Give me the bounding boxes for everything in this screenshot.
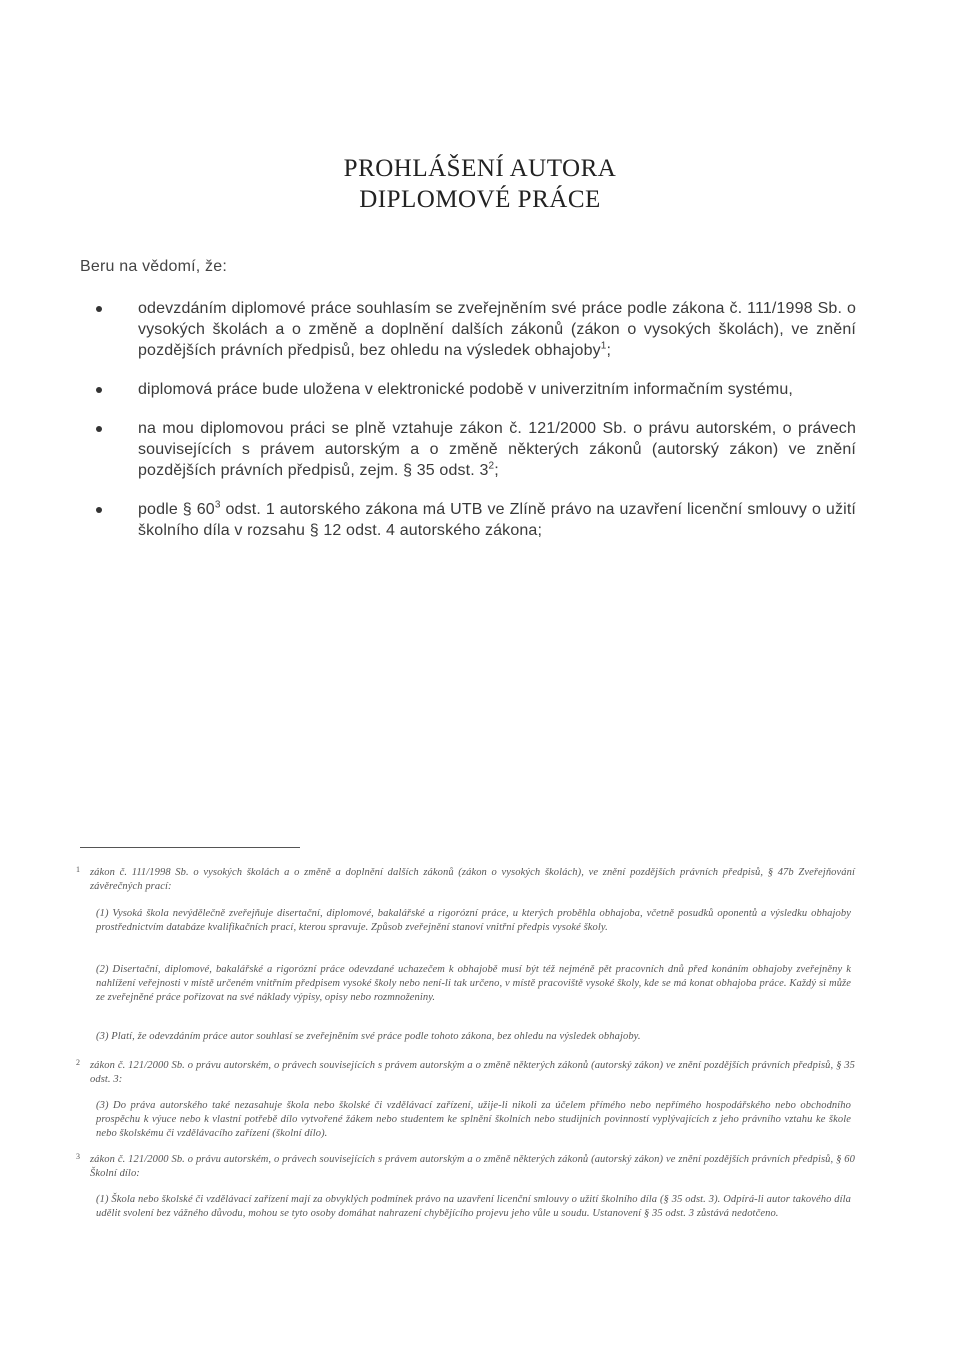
- footnote-ref: 1: [600, 340, 607, 352]
- list-item-text: podle § 60: [138, 501, 215, 518]
- footnote-marker: 3: [76, 1152, 81, 1161]
- list-item: [96, 499, 856, 541]
- footnote-2: [76, 1058, 855, 1087]
- footnote-text: zákon č. 121/2000 Sb. o právu autorském, o právech souvisejících s právem autorským a o změně některých zákonů (autorský zákon) ve znění pozdějších právních předpisů, § 35 odst. 3:: [90, 1060, 855, 1085]
- list-item: [96, 418, 856, 481]
- footnote-1-paragraph-3: (3) Platí, že odevzdáním práce autor souhlasí se zveřejněním své práce podle tohoto zákona, bez ohledu na výsledek obhajoby.: [96, 1031, 641, 1042]
- intro-text: Beru na vědomí, že:: [80, 258, 227, 275]
- footnote-3: [76, 1152, 855, 1181]
- bullet-dot-icon: [96, 507, 102, 513]
- declaration-list: [96, 298, 856, 541]
- footnote-ref: 3: [214, 499, 221, 511]
- footnote-2-paragraph-1: (3) Do práva autorského také nezasahuje škola nebo školské či vzdělávací zařízení, užije-li nikoli za účelem přímého nebo nepřímého hospodářského nebo obchodního prospěchu k výuce nebo k vlastní potřebě dílo vytvořené žákem nebo studentem ke splnění školních nebo studijních povinností vyplývajících z jeho právního vztahu ke škole nebo školskému či vzdělávacího zařízení (školní dílo).: [96, 1100, 851, 1139]
- list-item: [96, 298, 856, 361]
- footnote-marker: 1: [76, 865, 81, 874]
- list-item-text: na mou diplomovou práci se plně vztahuje zákon č. 121/2000 Sb. o právu autorském, o právech souvisejících s právem autorským a o změně některých zákonů (autorský zákon) ve znění pozdějších právních předpisů, zejm. § 35 odst. 3: [138, 420, 856, 479]
- footnote-1-paragraph-1: (1) Vysoká škola nevýdělečně zveřejňuje disertační, diplomové, bakalářské a rigorózní práce, u kterých proběhla obhajoba, včetně posudků oponentů a výsledku obhajoby prostřednictvím databáze kvalifikačních prací, kterou spravuje. Způsob zveřejnění stanoví vnitřní předpis vysoké školy.: [96, 908, 851, 933]
- footnote-3-paragraph-1: (1) Škola nebo školské či vzdělávací zařízení mají za obvyklých podmínek právo na uzavření licenční smlouvy o užití školního díla (§ 35 odst. 3). Odpírá-li autor takového díla udělit svolení bez vážného důvodu, mohou se tyto osoby domáhat nahrazení chybějícího projevu jeho vůle u soudu. Ustanovení § 35 odst. 3 zůstává nedotčeno.: [96, 1194, 851, 1219]
- bullet-dot-icon: [96, 426, 102, 432]
- footnote-text: zákon č. 121/2000 Sb. o právu autorském, o právech souvisejících s právem autorským a o změně některých zákonů (autorský zákon) ve znění pozdějších právních předpisů, § 60 Školní dílo:: [90, 1154, 855, 1179]
- list-item-text: diplomová práce bude uložena v elektronické podobě v univerzitním informačním systému,: [138, 381, 794, 398]
- list-item-end: ;: [494, 462, 499, 479]
- bullet-dot-icon: [96, 387, 102, 393]
- footnote-ref: 2: [488, 460, 495, 472]
- list-item: [96, 379, 856, 400]
- bullet-dot-icon: [96, 306, 102, 312]
- title-line-2: DIPLOMOVÉ PRÁCE: [359, 186, 601, 213]
- footnote-text: zákon č. 111/1998 Sb. o vysokých školách a o změně a doplnění dalších zákonů (zákon o vysokých školách), ve znění pozdějších právních předpisů, § 47b Zveřejňování závěrečných prací:: [90, 867, 855, 892]
- footnote-marker: 2: [76, 1058, 81, 1067]
- footnote-1: [76, 865, 855, 894]
- list-item-end: odst. 1 autorského zákona má UTB ve Zlíně právo na uzavření licenční smlouvy o užití školního díla v rozsahu § 12 odst. 4 autorského zákona;: [138, 501, 857, 539]
- title-line-1: PROHLÁŠENÍ AUTORA: [343, 155, 617, 182]
- list-item-end: ;: [606, 342, 612, 359]
- footnote-separator: [80, 847, 300, 848]
- footnote-1-paragraph-2: (2) Disertační, diplomové, bakalářské a rigorózní práce odevzdané uchazečem k obhajobě musí být též nejméně pět pracovních dnů před konáním obhajoby zveřejněny k nahlížení veřejnosti v místě určeném vnitřním předpisem vysoké školy nebo není-li tak určeno, v místě pracoviště vysoké školy, kde se má konat obhajoba práce. Každý si může ze zveřejněné práce pořizovat na své náklady výpisy, opisy nebo rozmnoženiny.: [96, 964, 851, 1003]
- list-item-text: odevzdáním diplomové práce souhlasím se zveřejněním své práce podle zákona č. 111/1998 Sb. o vysokých školách a o změně a doplnění dalších zákonů (zákon o vysokých školách), ve znění pozdějších právních předpisů, bez ohledu na výsledek obhajoby: [138, 300, 856, 359]
